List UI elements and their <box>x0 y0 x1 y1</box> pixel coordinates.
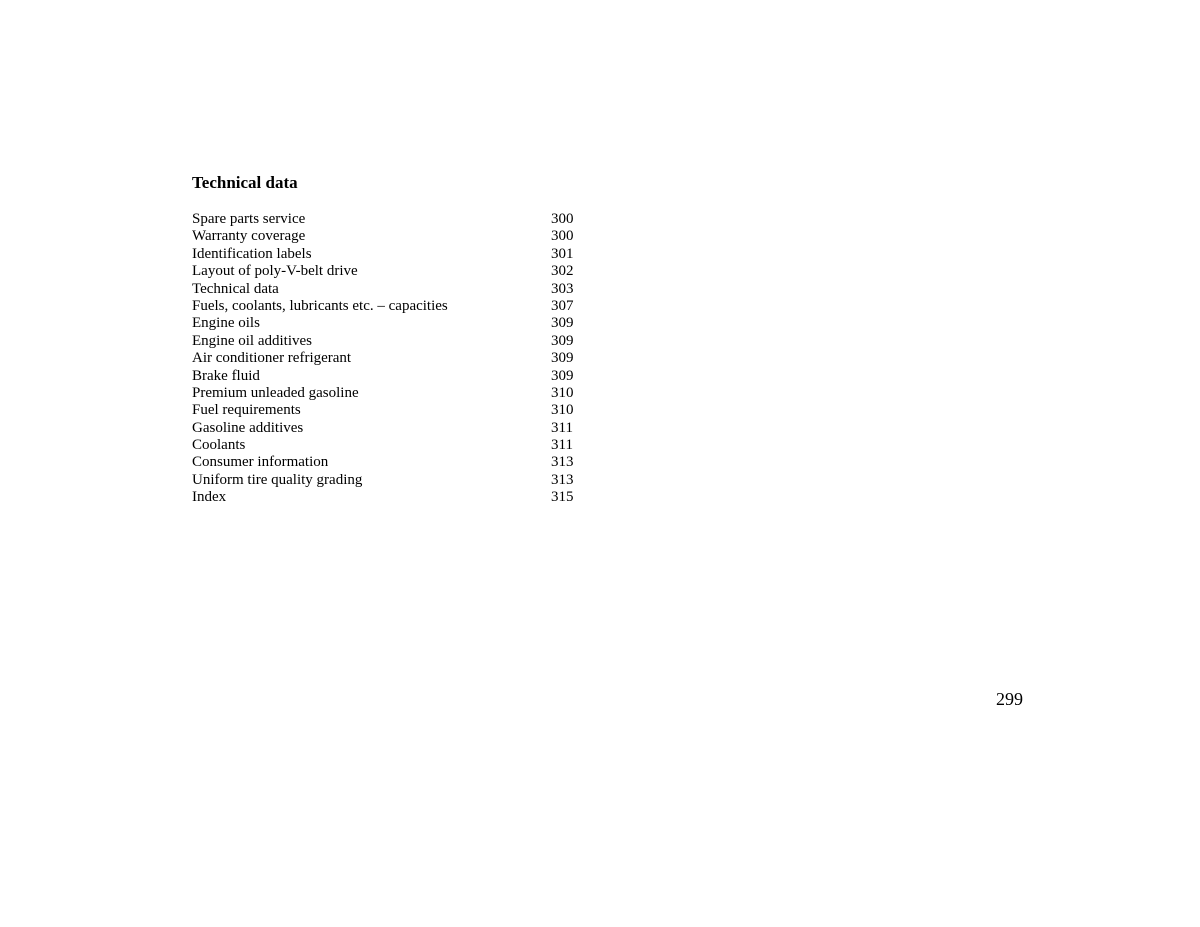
toc-entry <box>192 385 582 402</box>
toc-entry-page: 302 <box>551 263 574 280</box>
toc-entry-label: Coolants <box>192 437 246 454</box>
toc-entry-page: 309 <box>551 315 574 332</box>
toc-entry-label: Consumer information <box>192 454 329 471</box>
toc-entry <box>192 263 582 280</box>
toc-entry-label: Warranty coverage <box>192 228 306 245</box>
toc-entry <box>192 211 582 228</box>
toc-entry-label: Engine oil additives <box>192 332 312 349</box>
toc-entry <box>192 454 582 471</box>
toc-entry-label: Layout of poly-V-belt drive <box>192 263 358 280</box>
toc-entry-page: 300 <box>551 228 574 245</box>
toc-entry-page: 300 <box>551 211 574 227</box>
toc-entry <box>192 402 582 419</box>
toc-entry-page: 309 <box>551 350 574 367</box>
toc-entry-label: Air conditioner refrigerant <box>192 350 352 367</box>
toc-entry <box>192 228 582 245</box>
toc-entry-label: Brake fluid <box>192 367 260 384</box>
toc-entry-label: Uniform tire quality grading <box>192 471 363 488</box>
toc-entry-label: Index <box>192 489 227 506</box>
toc-entry <box>192 420 582 437</box>
toc-entry-label: Engine oils <box>192 315 260 332</box>
toc-entry-page: 301 <box>551 245 574 262</box>
toc-entry <box>192 298 582 315</box>
table-of-contents <box>192 211 582 507</box>
toc-entry <box>192 281 582 298</box>
toc-entry-label: Premium unleaded gasoline <box>192 384 359 401</box>
toc-entry-label: Gasoline additives <box>192 419 304 436</box>
toc-entry-label: Spare parts service <box>192 211 306 227</box>
toc-entry-page: 311 <box>551 419 573 436</box>
toc-entry <box>192 350 582 367</box>
toc-entry <box>192 333 582 350</box>
toc-entry-page: 310 <box>551 384 574 401</box>
toc-entry-page: 310 <box>551 402 574 419</box>
toc-entry <box>192 437 582 454</box>
toc-entry-label: Fuel requirements <box>192 402 301 419</box>
toc-entry <box>192 472 582 489</box>
toc-entry-label: Identification labels <box>192 245 312 262</box>
toc-entry-page: 309 <box>551 367 574 384</box>
toc-entry-page: 307 <box>551 297 574 314</box>
toc-entry <box>192 368 582 385</box>
toc-entry-page: 309 <box>551 332 574 349</box>
toc-entry-label: Technical data <box>192 280 279 297</box>
toc-entry-page: 315 <box>551 489 574 506</box>
toc-entry <box>192 246 582 263</box>
section-title: Technical data <box>192 173 298 192</box>
page-number: 299 <box>996 689 1023 709</box>
toc-entry-label: Fuels, coolants, lubricants etc. – capacities <box>192 297 448 314</box>
toc-entry-page: 313 <box>551 454 574 471</box>
toc-entry-page: 303 <box>551 280 574 297</box>
toc-entry-page: 313 <box>551 471 574 488</box>
toc-entry <box>192 489 582 506</box>
toc-entry <box>192 315 582 332</box>
toc-entry-page: 311 <box>551 437 573 454</box>
